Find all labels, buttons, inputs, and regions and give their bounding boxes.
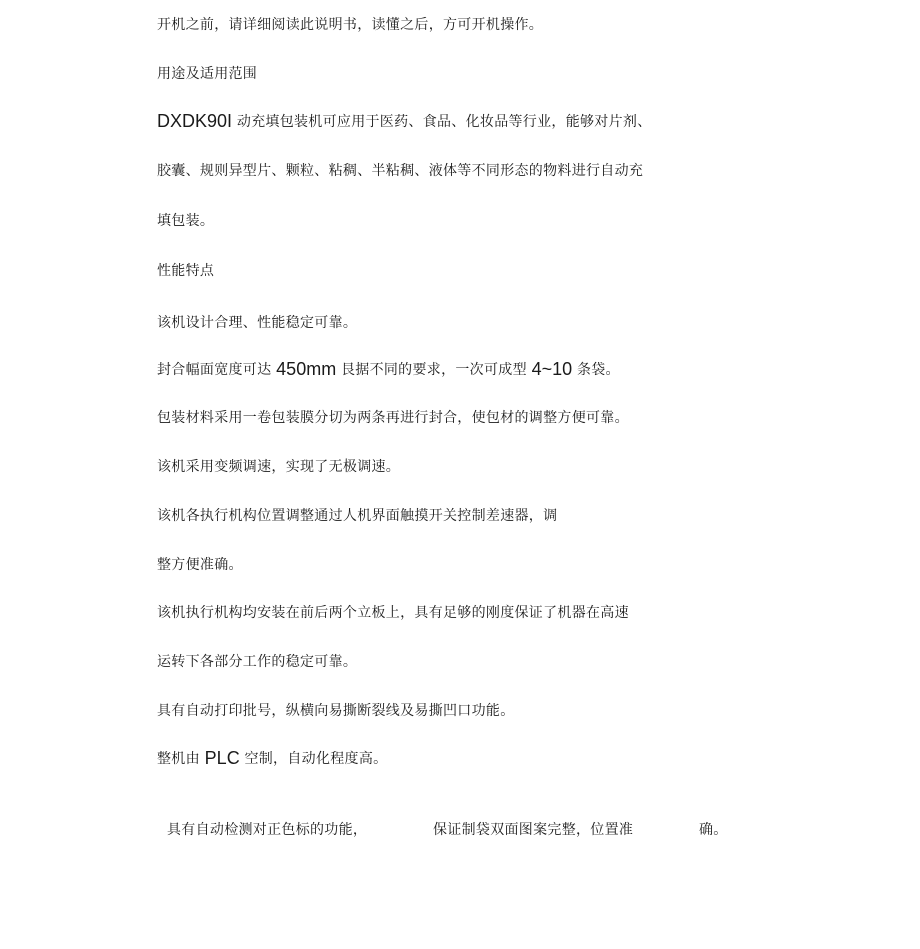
feature-color-mark-text-c: 确。 — [699, 822, 728, 838]
usage-line-2: 胶囊、规则异型片、颗粒、粘稠、半粘稠、液体等不同形态的物料进行自动充 — [157, 163, 644, 179]
feature-seal-width — [157, 359, 620, 380]
intro-paragraph: 开机之前，请详细阅读此说明书，读懂之后，方可开机操作。 — [157, 17, 544, 33]
feature-plc-control — [157, 748, 387, 769]
feature-plc-text-b: 空制，自动化程度高。 — [244, 751, 388, 767]
feature-adjustment-line-1: 该机各执行机构位置调整通过人机界面触摸开关控制差速器，调 — [157, 508, 558, 524]
feature-batch-printing: 具有自动打印批号，纵横向易撕断裂线及易撕凹口功能。 — [157, 703, 515, 719]
feature-adjustment-line-2: 整方便准确。 — [157, 557, 243, 573]
feature-color-mark-text-a: 具有自动检测对正色标的功能， — [167, 822, 368, 838]
feature-seal-width-text-a: 封合幅面宽度可达 — [157, 362, 272, 378]
feature-packaging-material: 包装材料采用一卷包装膜分切为两条再进行封合，使包材的调整方便可靠。 — [157, 410, 629, 426]
feature-color-mark-text-b: 保证制袋双面图案完整，位置准 — [433, 822, 634, 838]
plc-label: PLC — [204, 748, 240, 768]
usage-line-1 — [157, 111, 652, 132]
section-title-features: 性能特点 — [157, 263, 215, 279]
feature-color-mark-detection — [167, 820, 728, 840]
bag-count-value: 4~10 — [531, 359, 573, 379]
feature-plc-text-a: 整机由 — [157, 751, 200, 767]
feature-seal-width-text-c: 条袋。 — [576, 362, 620, 378]
seal-width-value: 450mm — [276, 359, 337, 379]
feature-design: 该机设计合理、性能稳定可靠。 — [157, 315, 358, 331]
usage-line-3: 填包装。 — [157, 213, 215, 229]
section-title-usage: 用途及适用范围 — [157, 66, 258, 82]
feature-seal-width-text-b: 艮据不同的要求，一次可成型 — [340, 362, 527, 378]
feature-speed-control: 该机采用变频调速，实现了无极调速。 — [157, 459, 401, 475]
model-number: DXDK90I — [157, 111, 233, 131]
usage-line-1-text: 动充填包装机可应用于医药、食品、化妆品等行业，能够对片剂、 — [236, 114, 652, 130]
feature-mounting-line-2: 运转下各部分工作的稳定可靠。 — [157, 654, 358, 670]
feature-mounting-line-1: 该机执行机构均安装在前后两个立板上，具有足够的刚度保证了机器在高速 — [157, 605, 629, 621]
